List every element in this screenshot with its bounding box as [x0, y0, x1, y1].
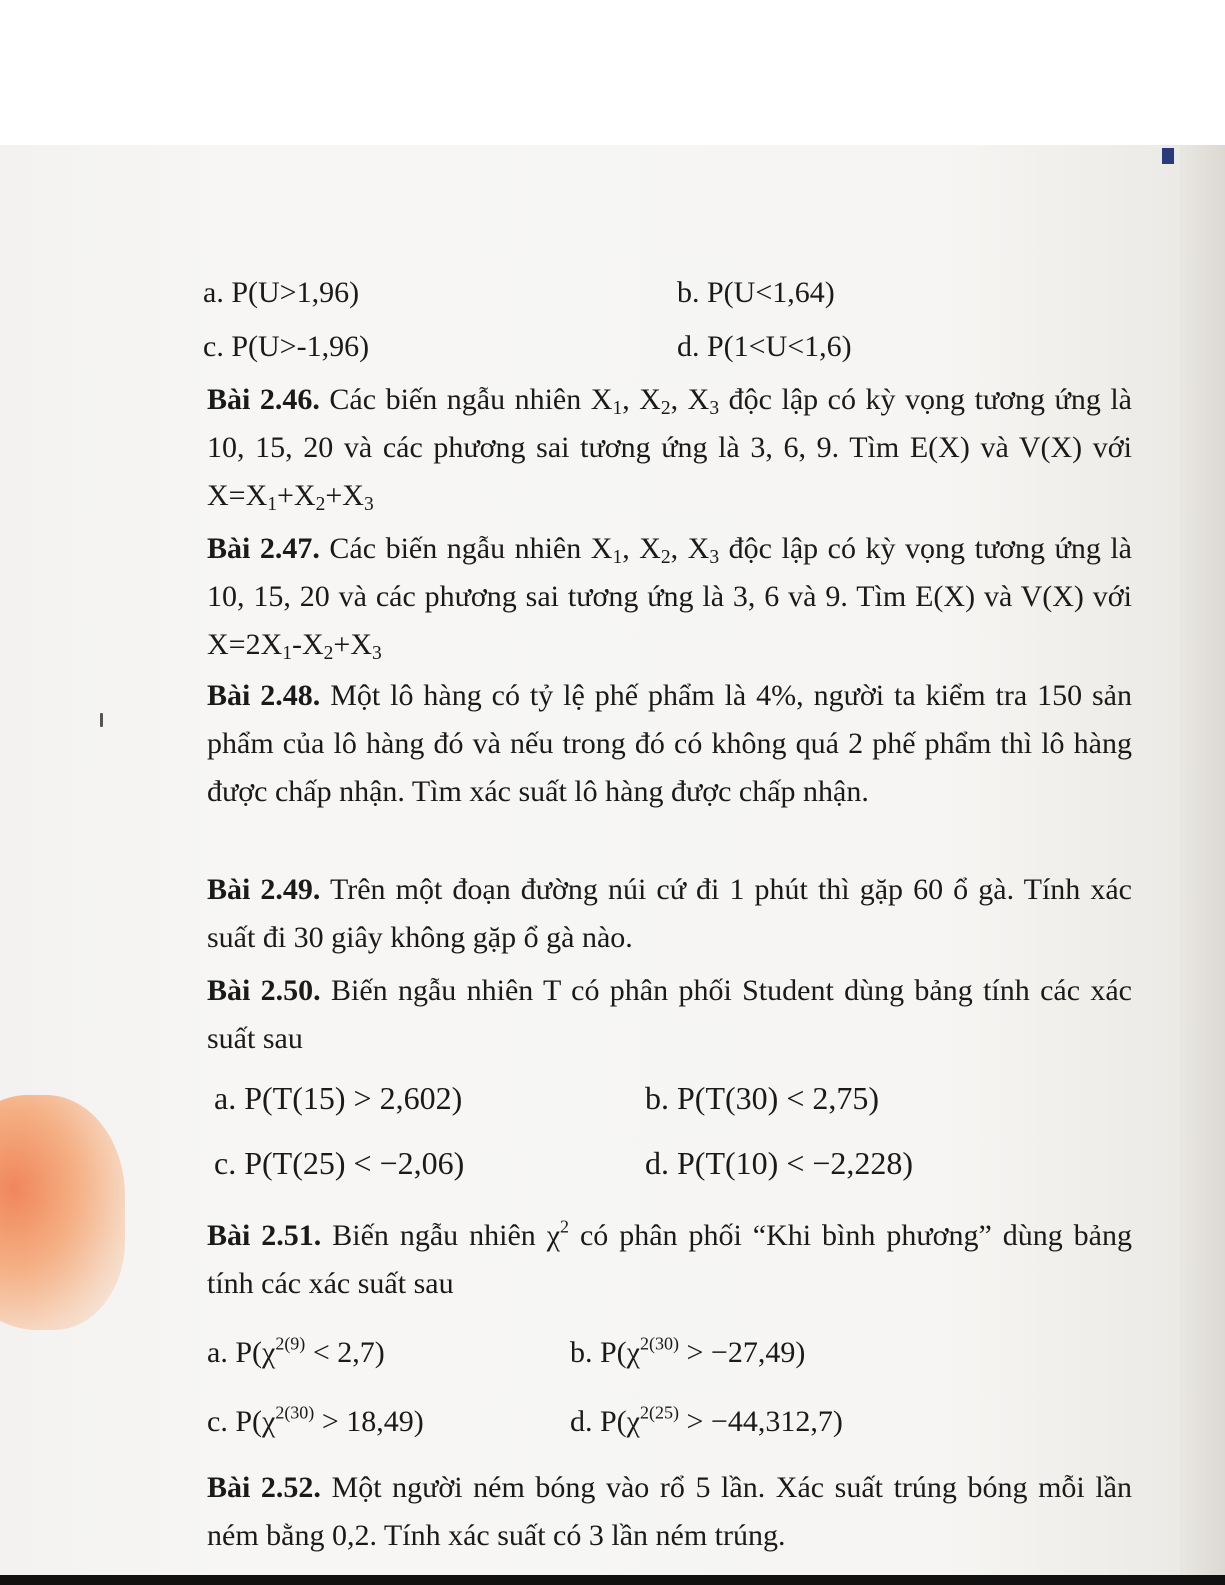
- subscript: 2: [315, 493, 326, 515]
- superscript: 2(30): [640, 1333, 679, 1354]
- exercise-text: , X: [670, 383, 710, 416]
- exercise-text: độc lập có kỳ vọng tương ứng là 10, 15, 20 và các phương sai tương ứng là 3, 6, 9. Tìm E(X) và V(X) với X=X: [207, 383, 1132, 512]
- option-text: < 2,7): [305, 1336, 385, 1369]
- subscript: 3: [372, 642, 382, 664]
- exercise-text: độc lập có kỳ vọng tương ứng là 10, 15, 20 và các phương sai tương ứng là 3, 6 và 9. Tìm E(X) và V(X) với X=2X: [207, 532, 1132, 661]
- superscript: 2(25): [640, 1402, 679, 1423]
- subscript: 1: [612, 546, 623, 568]
- subscript: 2: [323, 642, 334, 664]
- student-option-c: c. P(T(25) < −2,06): [214, 1145, 465, 1181]
- exercise-text: Một người ném bóng vào rổ 5 lần. Xác suất trúng bóng mỗi lần ném bằng 0,2. Tính xác suất có 3 lần ném trúng.: [207, 1471, 1132, 1552]
- option-text: a. P(χ: [207, 1336, 276, 1369]
- exercise-label: Bài 2.49.: [207, 873, 321, 906]
- subscript: 1: [282, 642, 292, 664]
- exercise-text: +X: [325, 479, 364, 512]
- option-text: > 18,49): [314, 1405, 424, 1438]
- option-c: c. P(U>-1,96): [203, 330, 370, 363]
- chi-option-b: [570, 1335, 805, 1371]
- chi-option-a: [207, 1335, 385, 1371]
- thumb-shadow: [0, 1095, 125, 1330]
- exercise-label: Bài 2.50.: [207, 974, 321, 1007]
- exercise-label: Bài 2.51.: [207, 1219, 322, 1252]
- margin-mark: [100, 713, 103, 727]
- student-option-b: b. P(T(30) < 2,75): [645, 1080, 880, 1116]
- option-a: a. P(U>1,96): [203, 276, 360, 309]
- superscript: 2(9): [275, 1333, 306, 1354]
- option-text: > −44,312,7): [679, 1405, 843, 1438]
- option-text: > −27,49): [679, 1336, 806, 1369]
- subscript: 3: [709, 546, 720, 568]
- exercise-label: Bài 2.52.: [207, 1471, 321, 1504]
- exercise-text: Một lô hàng có tỷ lệ phế phẩm là 4%, người ta kiểm tra 150 sản phẩm của lô hàng đó và nếu trong đó có không quá 2 phế phẩm thì lô hàng được chấp nhận. Tìm xác suất lô hàng được chấp nhận.: [207, 679, 1132, 808]
- exercise-text: +X: [333, 628, 372, 661]
- exercise-text: , X: [622, 383, 661, 416]
- exercise-text: , X: [670, 532, 710, 565]
- chi-option-d: [570, 1404, 843, 1440]
- subscript: 3: [709, 397, 720, 419]
- option-text: d. P(χ: [570, 1405, 640, 1438]
- exercise-text: Biến ngẫu nhiên T có phân phối Student dùng bảng tính các xác suất sau: [207, 974, 1132, 1055]
- superscript: 2: [560, 1216, 570, 1237]
- bookmark-icon: [1162, 148, 1174, 164]
- student-option-a: a. P(T(15) > 2,602): [214, 1080, 463, 1116]
- exercise-2-47: [207, 525, 1132, 669]
- exercise-2-50: [207, 967, 1132, 1063]
- page-edge: [1180, 145, 1225, 1585]
- exercise-2-52: [207, 1464, 1132, 1560]
- exercise-2-51: [207, 1212, 1132, 1308]
- exercise-label: Bài 2.47.: [207, 532, 320, 565]
- subscript: 2: [660, 397, 671, 419]
- student-option-d: d. P(T(10) < −2,228): [645, 1145, 914, 1181]
- subscript: 1: [612, 397, 623, 419]
- exercise-text: +X: [277, 479, 316, 512]
- subscript: 1: [267, 493, 277, 515]
- exercise-text: Trên một đoạn đường núi cứ đi 1 phút thì gặp 60 ổ gà. Tính xác suất đi 30 giây không gặp ổ gà nào.: [207, 873, 1132, 954]
- exercise-text: Biến ngẫu nhiên χ: [321, 1219, 561, 1252]
- option-b: b. P(U<1,64): [677, 276, 835, 309]
- exercise-text: Các biến ngẫu nhiên X: [319, 383, 613, 416]
- exercise-label: Bài 2.48.: [207, 679, 321, 712]
- subscript: 2: [660, 546, 671, 568]
- option-text: c. P(χ: [207, 1405, 276, 1438]
- exercise-text: có phân phối “Khi bình phương” dùng bảng tính các xác suất sau: [207, 1219, 1132, 1300]
- exercise-2-49: [207, 866, 1132, 962]
- exercise-text: Các biến ngẫu nhiên X: [319, 532, 613, 565]
- page-bottom-edge: [0, 1575, 1225, 1585]
- subscript: 3: [363, 493, 374, 515]
- exercise-2-46: [207, 376, 1132, 520]
- chi-option-c: [207, 1404, 424, 1440]
- exercise-2-48: [207, 672, 1132, 816]
- exercise-label: Bài 2.46.: [207, 383, 320, 416]
- option-text: b. P(χ: [570, 1336, 640, 1369]
- exercise-text: -X: [292, 628, 324, 661]
- exercise-text: , X: [622, 532, 661, 565]
- superscript: 2(30): [275, 1402, 315, 1423]
- option-d: d. P(1<U<1,6): [677, 330, 852, 363]
